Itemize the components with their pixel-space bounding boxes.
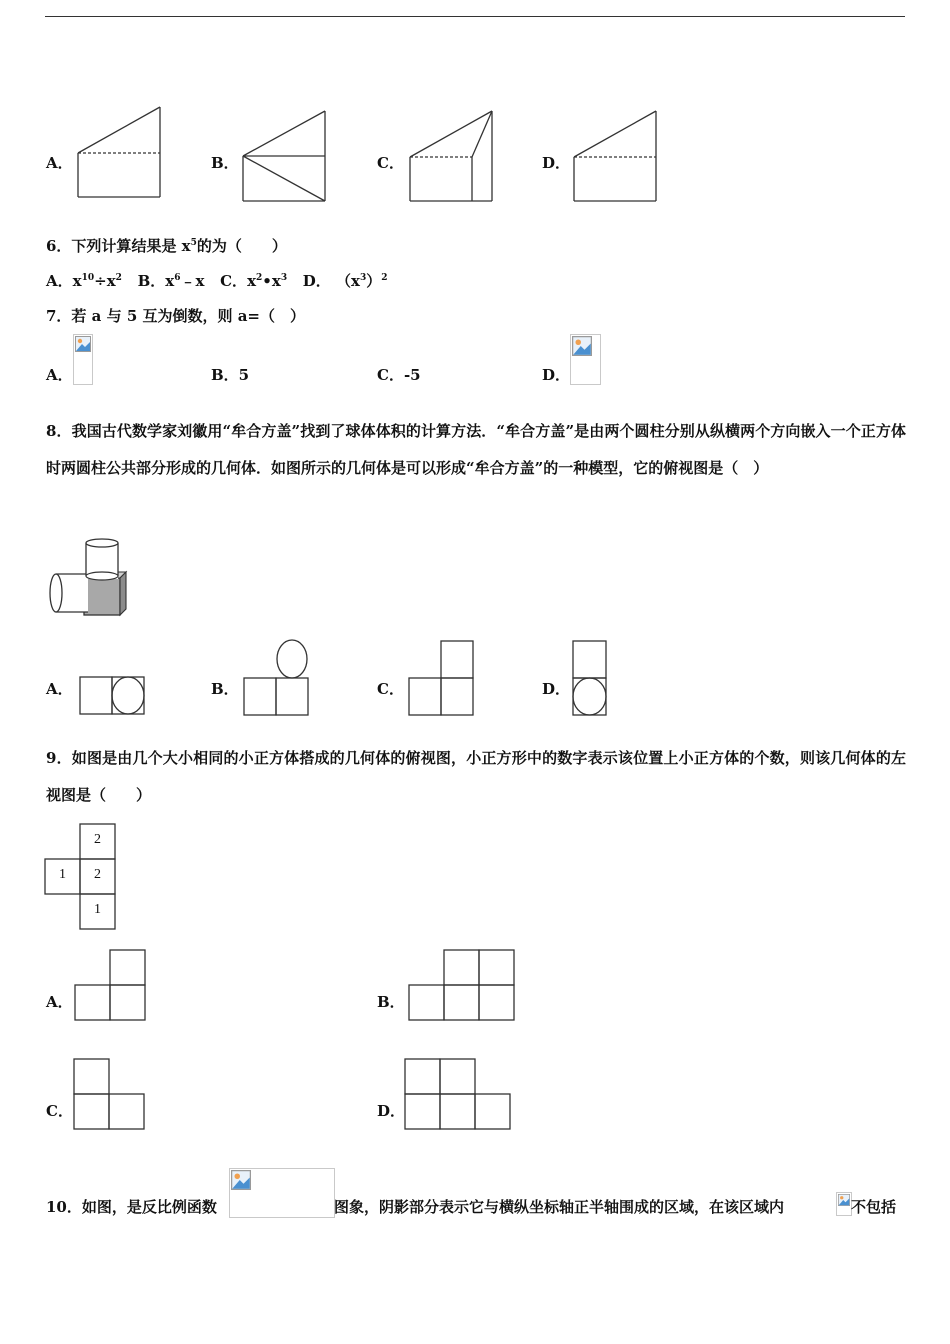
q6-stem: 6．下列计算结果是 $x^5$的为（ ） (46, 237, 287, 255)
q8-option-d-label: D． (542, 680, 571, 698)
q7-option-a-image (73, 334, 93, 385)
q5-figure-b (243, 111, 327, 203)
q5-option-a-label: A． (46, 154, 73, 172)
q9-grid-cell-center: 2 (94, 867, 101, 882)
q9-stem: 9．如图是由几个大小相同的小正方体搭成的几何体的俯视图，小正方形中的数字表示该位置上小正方体的个数，则该几何体的左视图是（ ） (46, 749, 906, 804)
q10-stem-end: 不包括 (851, 1198, 897, 1216)
q9-figure-a (75, 950, 147, 1023)
q10-inline-image (836, 1192, 852, 1216)
q7-option-b: B．5 (211, 366, 250, 384)
q8-option-b-label: B． (211, 680, 239, 698)
q10-function-image (229, 1168, 335, 1218)
q7-option-c: C．-5 (377, 366, 421, 384)
q5-figure-c (410, 111, 494, 203)
q7-option-d: D． (542, 366, 571, 384)
broken-image-icon (572, 336, 592, 356)
broken-image-icon (838, 1194, 850, 1206)
q8-figure-b (244, 639, 310, 717)
q10-stem-middle: 图象，阴影部分表示它与横纵坐标轴正半轴围成的区域，在该区域内 (334, 1198, 785, 1216)
q5-option-b-label: B． (211, 154, 239, 172)
q7-stem: 7．若 a 与 5 互为倒数，则 a=（ ） (46, 307, 305, 325)
q9-option-b-label: B． (377, 993, 405, 1011)
q5-option-c-label: C． (377, 154, 404, 172)
q8-option-a-label: A． (46, 680, 73, 698)
q8-stem: 8．我国古代数学家刘徽用“牟合方盖”找到了球体体积的计算方法．“牟合方盖”是由两个圆柱分别从纵横两个方向嵌入一个正方体时两圆柱公共部分形成的几何体．如图所示的几何体是可以形成“牟合方盖”的一种模型，它的俯视图是（ ） (46, 422, 906, 477)
q9-grid-cell-bottom: 1 (94, 902, 101, 917)
q6-options: A．$x^{10}\div x^2$ B．$x^6﹣x$ C．$x^2•x^3$ D． $(x^3)^2$ (46, 272, 388, 290)
q8-figure-c (409, 641, 475, 717)
q5-figure-a (78, 107, 162, 199)
q8-model-figure (48, 538, 126, 620)
broken-image-icon (75, 336, 91, 352)
q7-option-d-image (570, 334, 601, 385)
q9-option-a-label: A． (46, 993, 73, 1011)
q5-figure-d (574, 111, 658, 203)
q9-figure-d (405, 1059, 515, 1132)
q8-option-c-label: C． (377, 680, 404, 698)
q9-option-d-label: D． (377, 1102, 406, 1120)
broken-image-icon (231, 1170, 251, 1190)
q5-option-d-label: D． (542, 154, 571, 172)
q8-figure-a (80, 677, 146, 717)
q8-figure-d (573, 641, 609, 717)
q9-option-c-label: C． (46, 1102, 73, 1120)
q7-option-a: A． (46, 366, 73, 384)
q9-grid-cell-left: 1 (59, 867, 66, 882)
header-rule (45, 16, 905, 17)
q9-grid-cell-top: 2 (94, 832, 101, 847)
q9-figure-b (409, 950, 517, 1023)
q9-figure-c (74, 1059, 146, 1132)
q10-stem-start: 10．如图，是反比例函数 (46, 1198, 217, 1216)
